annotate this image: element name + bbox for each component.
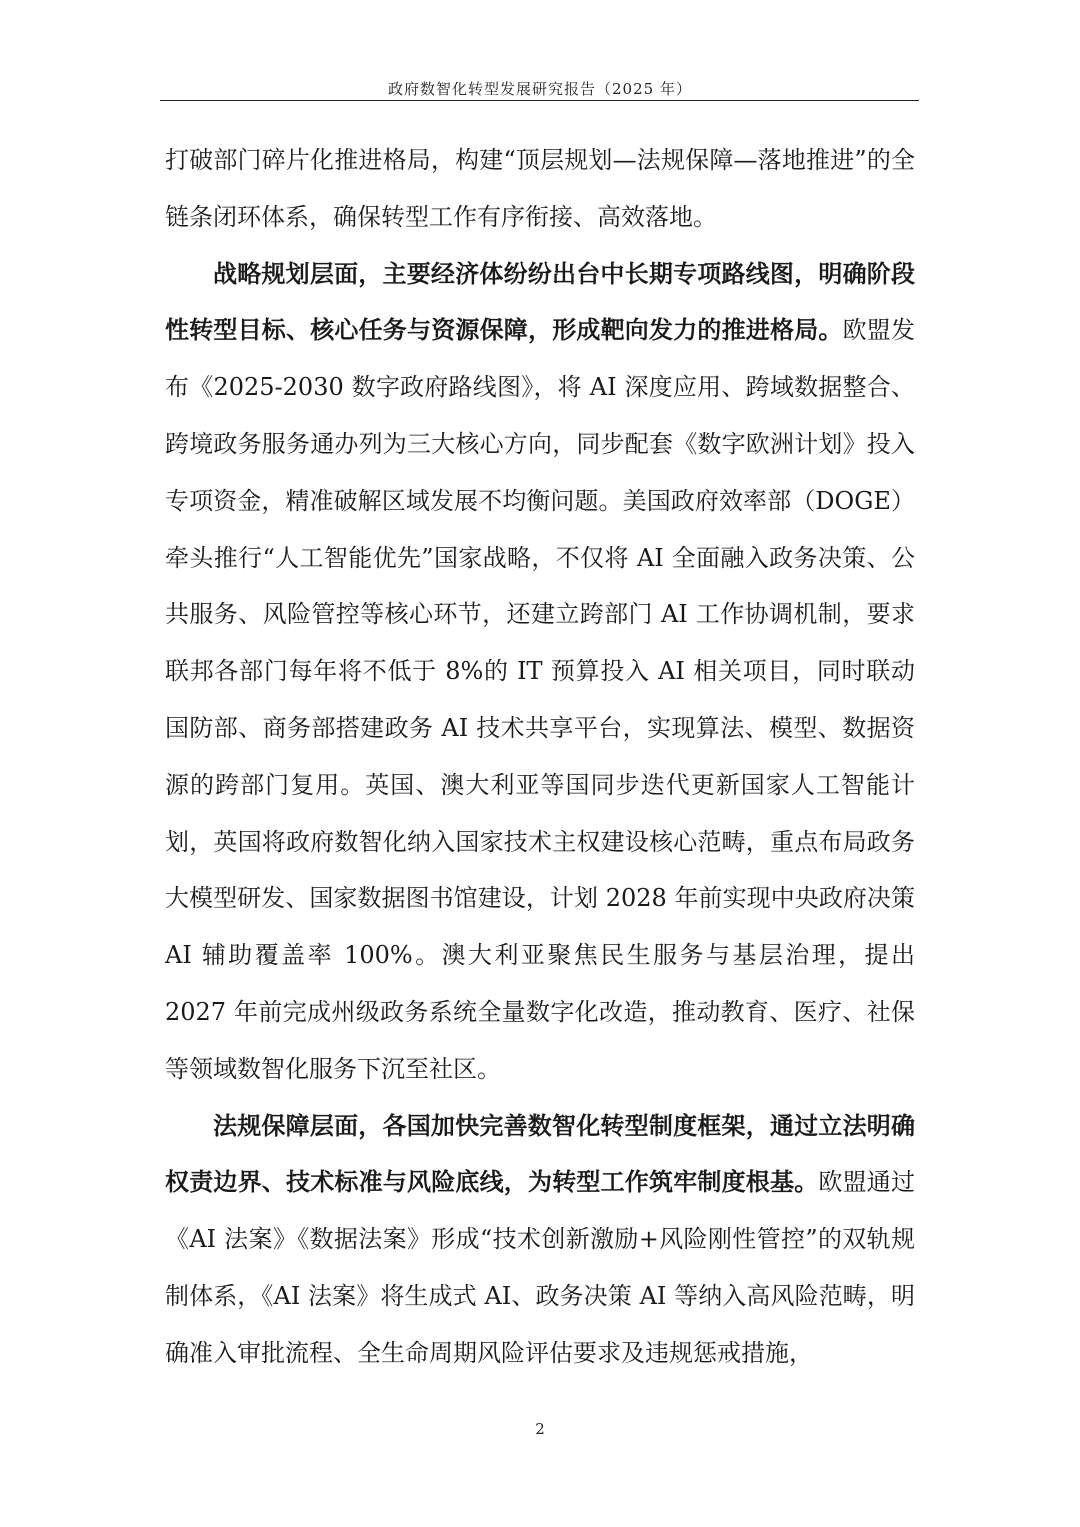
paragraph-3-text: 欧盟通过《AI 法案》《数据法案》形成“技术创新激励+风险刚性管控”的双轨规制体系，《AI 法案》将生成式 AI、政务决策 AI 等纳入高风险范畴，明确准入审批流程、全生命周期风险评估要求及违规惩戒措施， <box>165 1168 916 1367</box>
page-number: 2 <box>535 1420 545 1438</box>
document-body <box>165 132 915 1382</box>
paragraph-3-lead: 法规保障层面，各国加快完善数智化转型制度框架，通过立法明确权责边界、技术标准与风险底线，为转型工作筑牢制度根基。 <box>165 1111 915 1197</box>
header-rule <box>160 100 919 101</box>
paragraph-strategic-planning <box>165 246 915 1098</box>
paragraph-2-text: 欧盟发布《2025-2030 数字政府路线图》，将 AI 深度应用、跨域数据整合、跨境政务服务通办列为三大核心方向，同步配套《数字欧洲计划》投入专项资金，精准破解区域发展不均衡问题。美国政府效率部（DOGE）牵头推行“人工智能优先”国家战略，不仅将 AI 全面融入政务决策、公共服务、风险管控等核心环节，还建立跨部门 AI 工作协调机制，要求联邦各部门每年将不低于 8%的 IT 预算投入 AI 相关项目，同时联动国防部、商务部搭建政务 AI 技术共享平台，实现算法、模型、数据资源的跨部门复用。英国、澳大利亚等国同步迭代更新国家人工智能计划，英国将政府数智化纳入国家技术主权建设核心范畴，重点布局政务大模型研发、国家数据图书馆建设，计划 2028 年前实现中央政府决策 AI 辅助覆盖率 100%。澳大利亚聚焦民生服务与基层治理，提出 2027 年前完成州级政务系统全量数字化改造，推动教育、医疗、社保等领域数智化服务下沉至社区。 <box>165 316 916 1083</box>
paragraph-2-lead: 战略规划层面，主要经济体纷纷出台中长期专项路线图，明确阶段性转型目标、核心任务与资源保障，形成靶向发力的推进格局。 <box>165 259 915 345</box>
paragraph-legal-safeguards <box>165 1098 915 1382</box>
paragraph-continuation <box>165 132 915 246</box>
paragraph-1-text: 打破部门碎片化推进格局，构建“顶层规划—法规保障—落地推进”的全链条闭环体系，确保转型工作有序衔接、高效落地。 <box>165 146 915 231</box>
running-header: 政府数智化转型发展研究报告（2025 年） <box>388 80 692 98</box>
